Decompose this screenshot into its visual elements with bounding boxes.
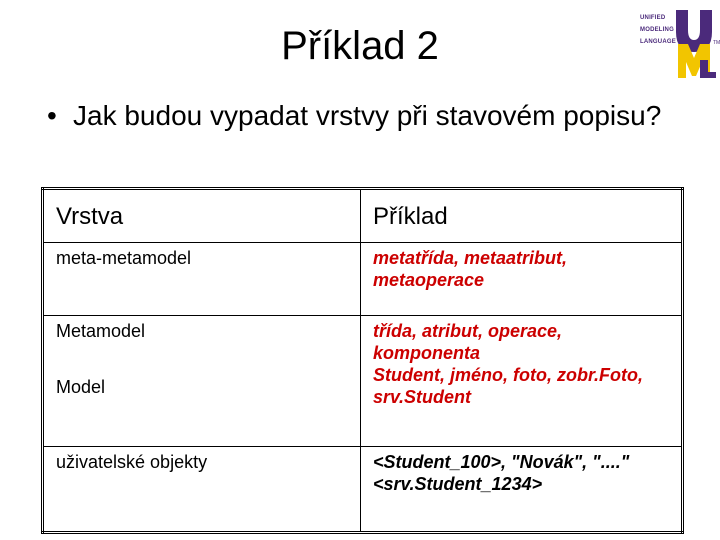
- logo-line-unified: UNIFIED: [640, 15, 666, 21]
- table-row: [43, 447, 683, 533]
- layer-cell: uživatelské objekty: [43, 447, 361, 533]
- header-priklad: Příklad: [361, 189, 683, 243]
- logo-line-modeling: MODELING: [640, 27, 674, 33]
- bullet-point: [47, 98, 667, 134]
- logo-tm: TM: [713, 40, 720, 46]
- table-row: [43, 243, 683, 316]
- logo-line-language: LANGUAGE: [640, 39, 676, 45]
- table-header-row: [43, 189, 683, 243]
- layer-cell: [43, 316, 361, 447]
- layer-cell: meta-metamodel: [43, 243, 361, 316]
- layer-metamodel: Metamodel: [56, 321, 146, 341]
- layer-model: Model: [56, 377, 106, 397]
- example-cell: <Student_100>, "Novák", "...." <srv.Student_1234>: [361, 447, 683, 533]
- example-cell: [361, 316, 683, 447]
- bullet-text: Jak budou vypadat vrstvy při stavovém popisu?: [73, 100, 662, 131]
- layers-table: [41, 187, 684, 534]
- table-row: [43, 316, 683, 447]
- header-vrstva: Vrstva: [43, 189, 361, 243]
- example-cell: metatřída, metaatribut, metaoperace: [361, 243, 683, 316]
- slide-title: Příklad 2: [281, 24, 439, 68]
- uml-logo: [640, 4, 720, 84]
- bullet-icon: •: [47, 100, 57, 131]
- example-model: Student, jméno, foto, zobr.Foto, srv.Student: [373, 365, 643, 407]
- uml-logo-mark-icon: [640, 4, 720, 84]
- example-metamodel: třída, atribut, operace, komponenta: [373, 321, 563, 363]
